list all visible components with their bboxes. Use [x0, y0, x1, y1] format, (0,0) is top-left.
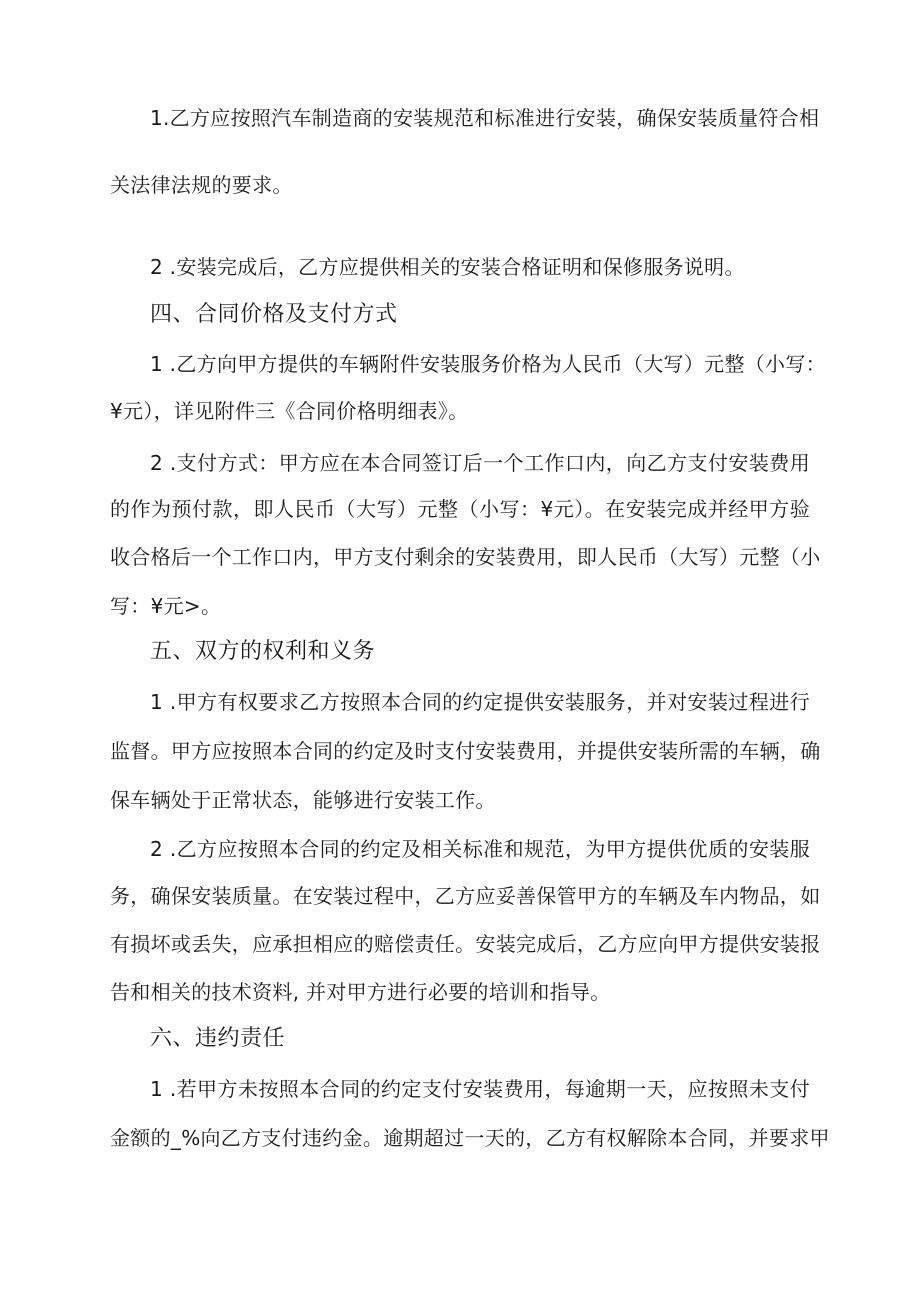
- section-5-clause-2-line-4: 告和相关的技术资料, 并对甲方进行必要的培训和指导。: [110, 980, 611, 1004]
- section-4-clause-2-line-4: 写：¥元>。: [110, 594, 222, 618]
- install-clause-1-line-2: 关法律法规的要求。: [110, 173, 293, 197]
- section-6-clause-1-line-2: 金额的_%向乙方支付违约金。逾期超过一天的，乙方有权解除本合同，并要求甲: [110, 1126, 830, 1150]
- section-5-clause-2-line-3: 有损坏或丢失，应承担相应的赔偿责任。安装完成后，乙方应向甲方提供安装报: [110, 932, 821, 956]
- section-5-heading: 五、双方的权利和义务: [150, 639, 376, 664]
- install-clause-2-line-1: 2 .安装完成后，乙方应提供相关的安装合格证明和保修服务说明。: [150, 255, 745, 279]
- section-4-clause-1-line-1: 1 .乙方向甲方提供的车辆附件安装服务价格为人民币（大写）元整（小写：: [150, 352, 826, 376]
- section-4-clause-2-line-2: 的作为预付款，即人民币（大写）元整（小写：¥元）。在安装完成并经甲方验: [110, 497, 810, 521]
- install-clause-1-line-1: 1.乙方应按照汽车制造商的安装规范和标准进行安装，确保安装质量符合相: [150, 106, 820, 130]
- section-4-heading: 四、合同价格及支付方式: [150, 302, 398, 327]
- section-4-clause-2-line-1: 2 .支付方式：甲方应在本合同签订后一个工作口内，向乙方支付安装费用: [150, 451, 810, 475]
- section-5-clause-1-line-2: 监督。甲方应按照本合同的约定及时支付安装费用，并提供安装所需的车辆，确: [110, 739, 821, 763]
- section-5-clause-1-line-3: 保车辆处于正常状态，能够进行安装工作。: [110, 788, 496, 812]
- section-6-heading: 六、违约责任: [150, 1026, 286, 1051]
- section-6-clause-1-line-1: 1 .若甲方未按照本合同的约定支付安装费用，每逾期一天，应按照未支付: [150, 1077, 810, 1101]
- section-4-clause-1-line-2: ¥元），详见附件三《合同价格明细表》。: [110, 399, 469, 423]
- section-5-clause-2-line-1: 2 .乙方应按照本合同的约定及相关标准和规范，为甲方提供优质的安装服: [150, 837, 810, 861]
- section-5-clause-1-line-1: 1 .甲方有权要求乙方按照本合同的约定提供安装服务，并对安装过程进行: [150, 690, 810, 714]
- section-4-clause-2-line-3: 收合格后一个工作口内，甲方支付剩余的安装费用，即人民币（大写）元整（小: [110, 545, 821, 569]
- section-5-clause-2-line-2: 务，确保安装质量。在安装过程中，乙方应妥善保管甲方的车辆及车内物品，如: [110, 884, 821, 908]
